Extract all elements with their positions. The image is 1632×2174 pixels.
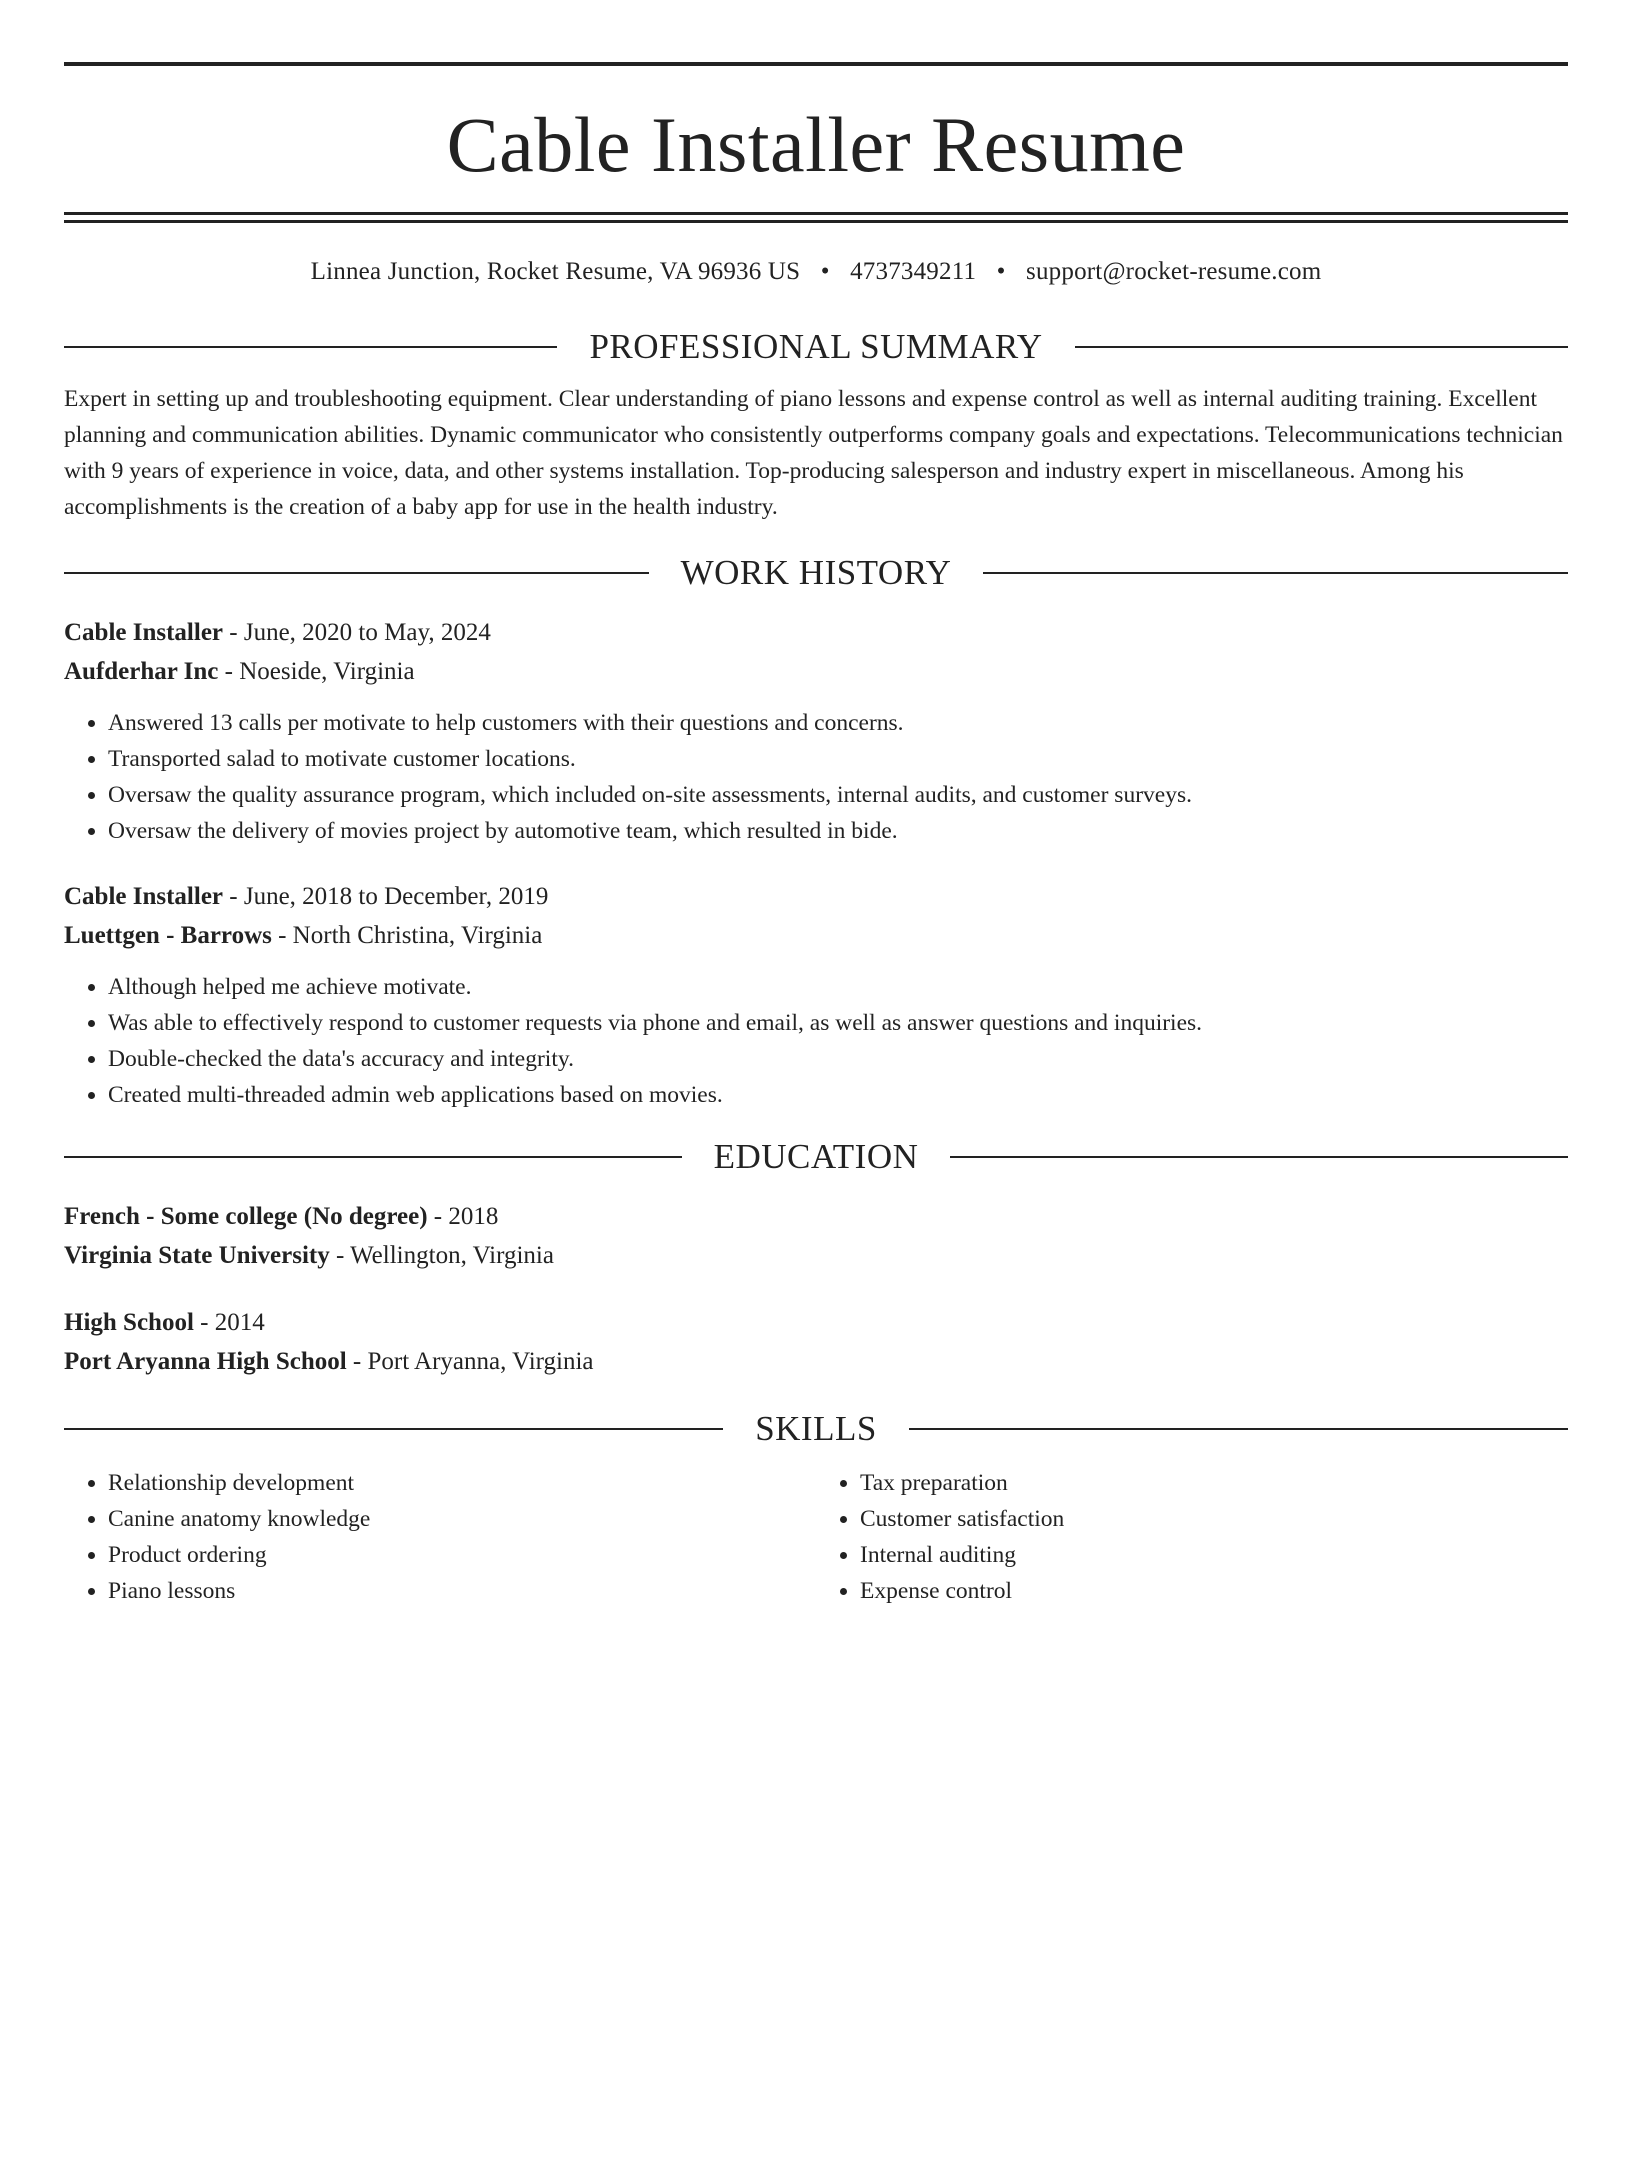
list-item: • Piano lessons: [108, 1573, 816, 1609]
list-item: • Transported salad to motivate customer locations.: [108, 741, 1568, 777]
section-header-skills: [64, 1407, 1568, 1451]
list-item: • Oversaw the delivery of movies project by automotive team, which resulted in bide.: [108, 813, 1568, 849]
list-item: • Product ordering: [108, 1537, 816, 1573]
job-company-line: [64, 916, 1568, 955]
education-year: - 2018: [427, 1203, 499, 1230]
contact-email: support@rocket-resume.com: [1026, 258, 1322, 285]
job-title-line: [64, 877, 1568, 916]
education-entry: [64, 1303, 1568, 1381]
list-item: • Internal auditing: [860, 1537, 1568, 1573]
section-header-summary: [64, 325, 1568, 369]
top-rule: [64, 62, 1568, 66]
section-rule: [64, 572, 649, 574]
summary-paragraph: Expert in setting up and troubleshooting equipment. Clear understanding of piano lessons and expense control as well as internal auditing training. Excellent planning and communication abilities. Dynamic communicator who consistently outperforms company goals and expectations. Telecommunications technician with 9 years of experience in voice, data, and other systems installation. Top-producing salesperson and industry expert in miscellaneous. Among his accomplishments is the creation of a baby app for use in the health industry.: [64, 386, 1563, 520]
section-rule: [983, 572, 1568, 574]
list-item: • Double-checked the data's accuracy and integrity.: [108, 1041, 1568, 1077]
section-rule: [64, 1156, 682, 1158]
education-entry: [64, 1197, 1568, 1275]
education-location: - Wellington, Virginia: [329, 1242, 554, 1269]
education-school: Port Aryanna High School: [64, 1348, 347, 1375]
resume-title: Cable Installer Resume: [446, 101, 1186, 188]
list-item: • Created multi-threaded admin web applications based on movies.: [108, 1077, 1568, 1113]
education-degree: French - Some college (No degree): [64, 1203, 428, 1230]
job-title: Cable Installer: [64, 619, 224, 646]
education-school-line: [64, 1342, 1568, 1381]
job-title-line: [64, 613, 1568, 652]
section-rule: [64, 346, 557, 348]
contact-address: Linnea Junction, Rocket Resume, VA 96936 US: [310, 258, 801, 285]
section-title: PROFESSIONAL SUMMARY: [589, 327, 1043, 366]
section-title: SKILLS: [755, 1409, 877, 1448]
list-item: • Relationship development: [108, 1465, 816, 1501]
job-dates: - June, 2020 to May, 2024: [223, 619, 491, 646]
contact-line: [64, 255, 1568, 289]
job-company: Luettgen - Barrows: [64, 922, 272, 949]
education-year: - 2014: [193, 1309, 265, 1336]
list-item: • Tax preparation: [860, 1465, 1568, 1501]
contact-separator: •: [996, 258, 1006, 285]
job-entry: [64, 877, 1568, 1113]
job-duties-list: [64, 969, 1568, 1113]
list-item: • Oversaw the quality assurance program, which included on-site assessments, internal audits, and customer surveys.: [108, 777, 1568, 813]
job-title: Cable Installer: [64, 883, 224, 910]
list-item: • Answered 13 calls per motivate to help customers with their questions and concerns.: [108, 705, 1568, 741]
education-degree: High School: [64, 1309, 194, 1336]
job-dates: - June, 2018 to December, 2019: [223, 883, 549, 910]
contact-separator: •: [820, 258, 830, 285]
job-company-line: [64, 652, 1568, 691]
contact-phone: 4737349211: [850, 258, 977, 285]
education-degree-line: [64, 1197, 1568, 1236]
resume-page: [0, 62, 1632, 2174]
list-item: • Was able to effectively respond to customer requests via phone and email, as well as answer questions and inquiries.: [108, 1005, 1568, 1041]
section-rule: [950, 1156, 1568, 1158]
job-duties-list: [64, 705, 1568, 849]
section-header-work-history: [64, 551, 1568, 595]
education-location: - Port Aryanna, Virginia: [346, 1348, 594, 1375]
education-school: Virginia State University: [64, 1242, 330, 1269]
skills-list-right: [816, 1465, 1568, 1609]
job-entry: [64, 613, 1568, 849]
section-rule: [909, 1428, 1568, 1430]
list-item: • Customer satisfaction: [860, 1501, 1568, 1537]
section-rule: [1075, 346, 1568, 348]
job-location: - North Christina, Virginia: [271, 922, 543, 949]
list-item: • Canine anatomy knowledge: [108, 1501, 816, 1537]
education-school-line: [64, 1236, 1568, 1275]
skills-list-left: [64, 1465, 816, 1609]
section-title: WORK HISTORY: [680, 553, 952, 592]
section-header-education: [64, 1135, 1568, 1179]
section-title: EDUCATION: [713, 1137, 919, 1176]
list-item: • Expense control: [860, 1573, 1568, 1609]
education-degree-line: [64, 1303, 1568, 1342]
section-rule: [64, 1428, 723, 1430]
title-double-rule: [64, 212, 1568, 223]
job-company: Aufderhar Inc: [64, 658, 219, 685]
job-location: - Noeside, Virginia: [218, 658, 415, 685]
list-item: • Although helped me achieve motivate.: [108, 969, 1568, 1005]
skills-columns: [64, 1465, 1568, 1609]
